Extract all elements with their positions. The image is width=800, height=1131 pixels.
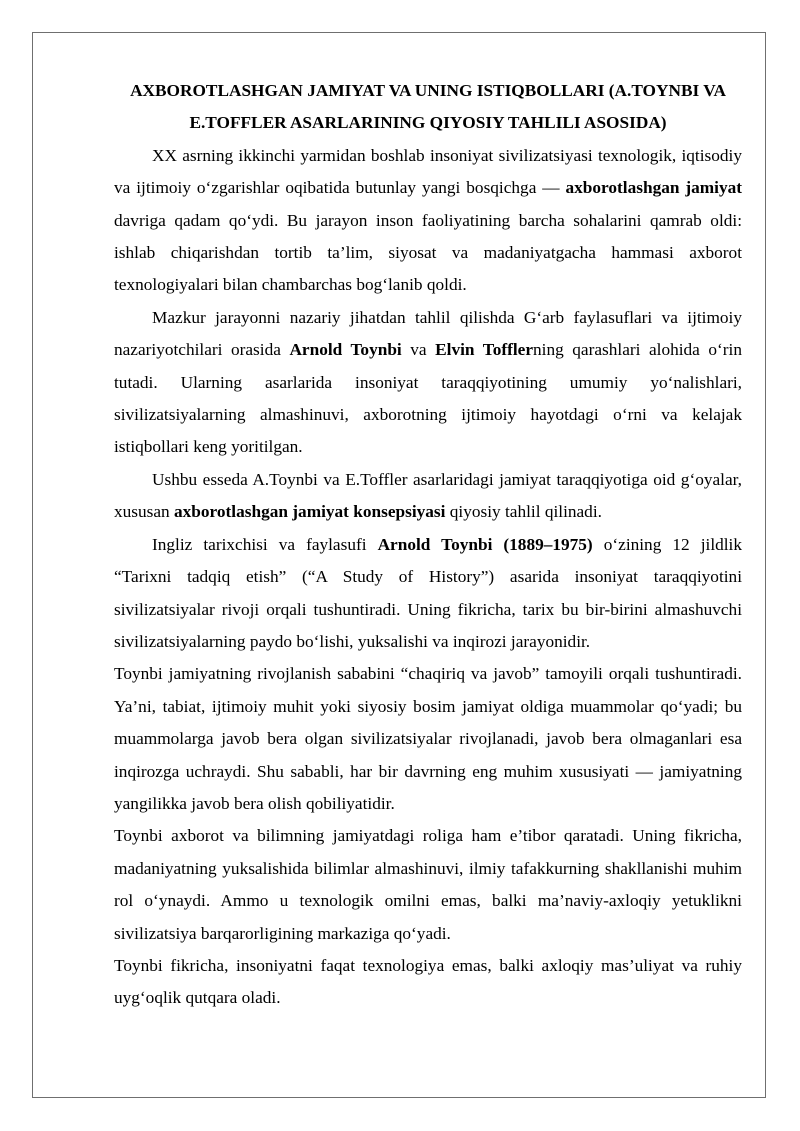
paragraph-knowledge-role: Toynbi axborot va bilimning jamiyatdagi roliga ham e’tibor qaratadi. Uning fikricha, madaniyatning yuksalishida bilimlar almashinuvi, ilmiy tafakkurning shakllanishi muhim rol o‘ynaydi. Ammo u texnologik omilni emas, balki ma’naviy-axloqiy yetuklikni sivilizatsiya barqarorligining markaziga qo‘yadi. [114, 826, 742, 943]
paragraph-challenge-response: Toynbi jamiyatning rivojlanish sababini “chaqiriq va javob” tamoyili orqali tushuntiradi. Ya’ni, tabiat, ijtimoiy muhit yoki siyosiy bosim jamiyat oldiga muammolar qo‘yadi; bu muammolarga javob bera olgan sivilizatsiyalar rivojlanadi, javob bera olmaganlari esa inqirozga uchraydi. Shu sababli, har bir davrning eng muhim xususiyati — jamiyatning yangilikka javob bera olish qobiliyatidir. [114, 664, 742, 813]
paragraph-text: Ushbu esseda A.Toynbi va E.Toffler asarlaridagi jamiyat taraqqiyotiga oid g‘oyalar, xususan [114, 469, 742, 522]
paragraph-conclusion: Toynbi fikricha, insoniyatni faqat texnologiya emas, balki axloqiy mas’uliyat va ruhiy uyg‘oqlik qutqara oladi. [114, 955, 742, 1008]
paragraph-text: davriga qadam qo‘ydi. Bu jarayon inson faoliyatining barcha sohalarini qamrab oldi: ishlab chiqarishdan tortib ta’lim, siyosat va madaniyatgacha hammasi axborot texnologiyalari bilan chambarchas bog‘lanib qoldi. [114, 210, 742, 295]
paragraph-text: o‘zining 12 jildlik “Tarixni tadqiq etish” (“A Study of History”) asarida insoniyat taraqqiyotini sivilizatsiyalar rivoji orqali tushuntiradi. Uning fikricha, tarix bu bir-birini almashuvchi sivilizatsiyalarning paydo bo‘lishi, yuksalishi va inqirozi jarayonidir. [114, 534, 743, 651]
paragraph-text: va [401, 340, 436, 360]
bold-name-toffler: Elvin Toffler [435, 340, 534, 360]
bold-name-toynbi: Arnold Toynbi [289, 340, 402, 360]
paragraph-toynbi-intro [114, 529, 742, 659]
document-title: AXBOROTLASHGAN JAMIYAT VA UNING ISTIQBOLLARI (A.TOYNBI VA E.TOFFLER ASARLARINING QIYOSIY TAHLILI ASOSIDA) [130, 81, 726, 133]
paragraph-text: qiyosiy tahlil qilinadi. [445, 502, 602, 522]
paragraph-intro [114, 140, 742, 302]
bold-name-toynbi-years: Arnold Toynbi (1889–1975) [377, 534, 593, 554]
bold-term-concept: axborotlashgan jamiyat konsepsiyasi [174, 502, 446, 522]
paragraph-text: XX asrning ikkinchi yarmidan boshlab insoniyat sivilizatsiyasi texnologik, iqtisodiy va ijtimoiy o‘zgarishlar oqibatida butunlay yangi bosqichga — [114, 145, 742, 198]
paragraph-text: Mazkur jarayonni nazariy jihatdan tahlil qilishda G‘arb faylasuflari va ijtimoiy nazariyotchilari orasida [114, 307, 742, 360]
paragraph-text: ning qarashlari alohida o‘rin tutadi. Ularning asarlarida insoniyat taraqqiyotining umumiy yo‘nalishlari, sivilizatsiyalarning almashinuvi, axborotning ijtimoiy hayotdagi o‘rni va kelajak istiqbollari keng yoritilgan. [114, 340, 742, 457]
document-body [114, 72, 742, 1015]
paragraph-theorists [114, 302, 742, 464]
paragraph-essay-aim [114, 464, 742, 529]
paragraph-text: Ingliz tarixchisi va faylasufi [152, 534, 378, 554]
bold-term-information-society: axborotlashgan jamiyat [565, 178, 743, 198]
